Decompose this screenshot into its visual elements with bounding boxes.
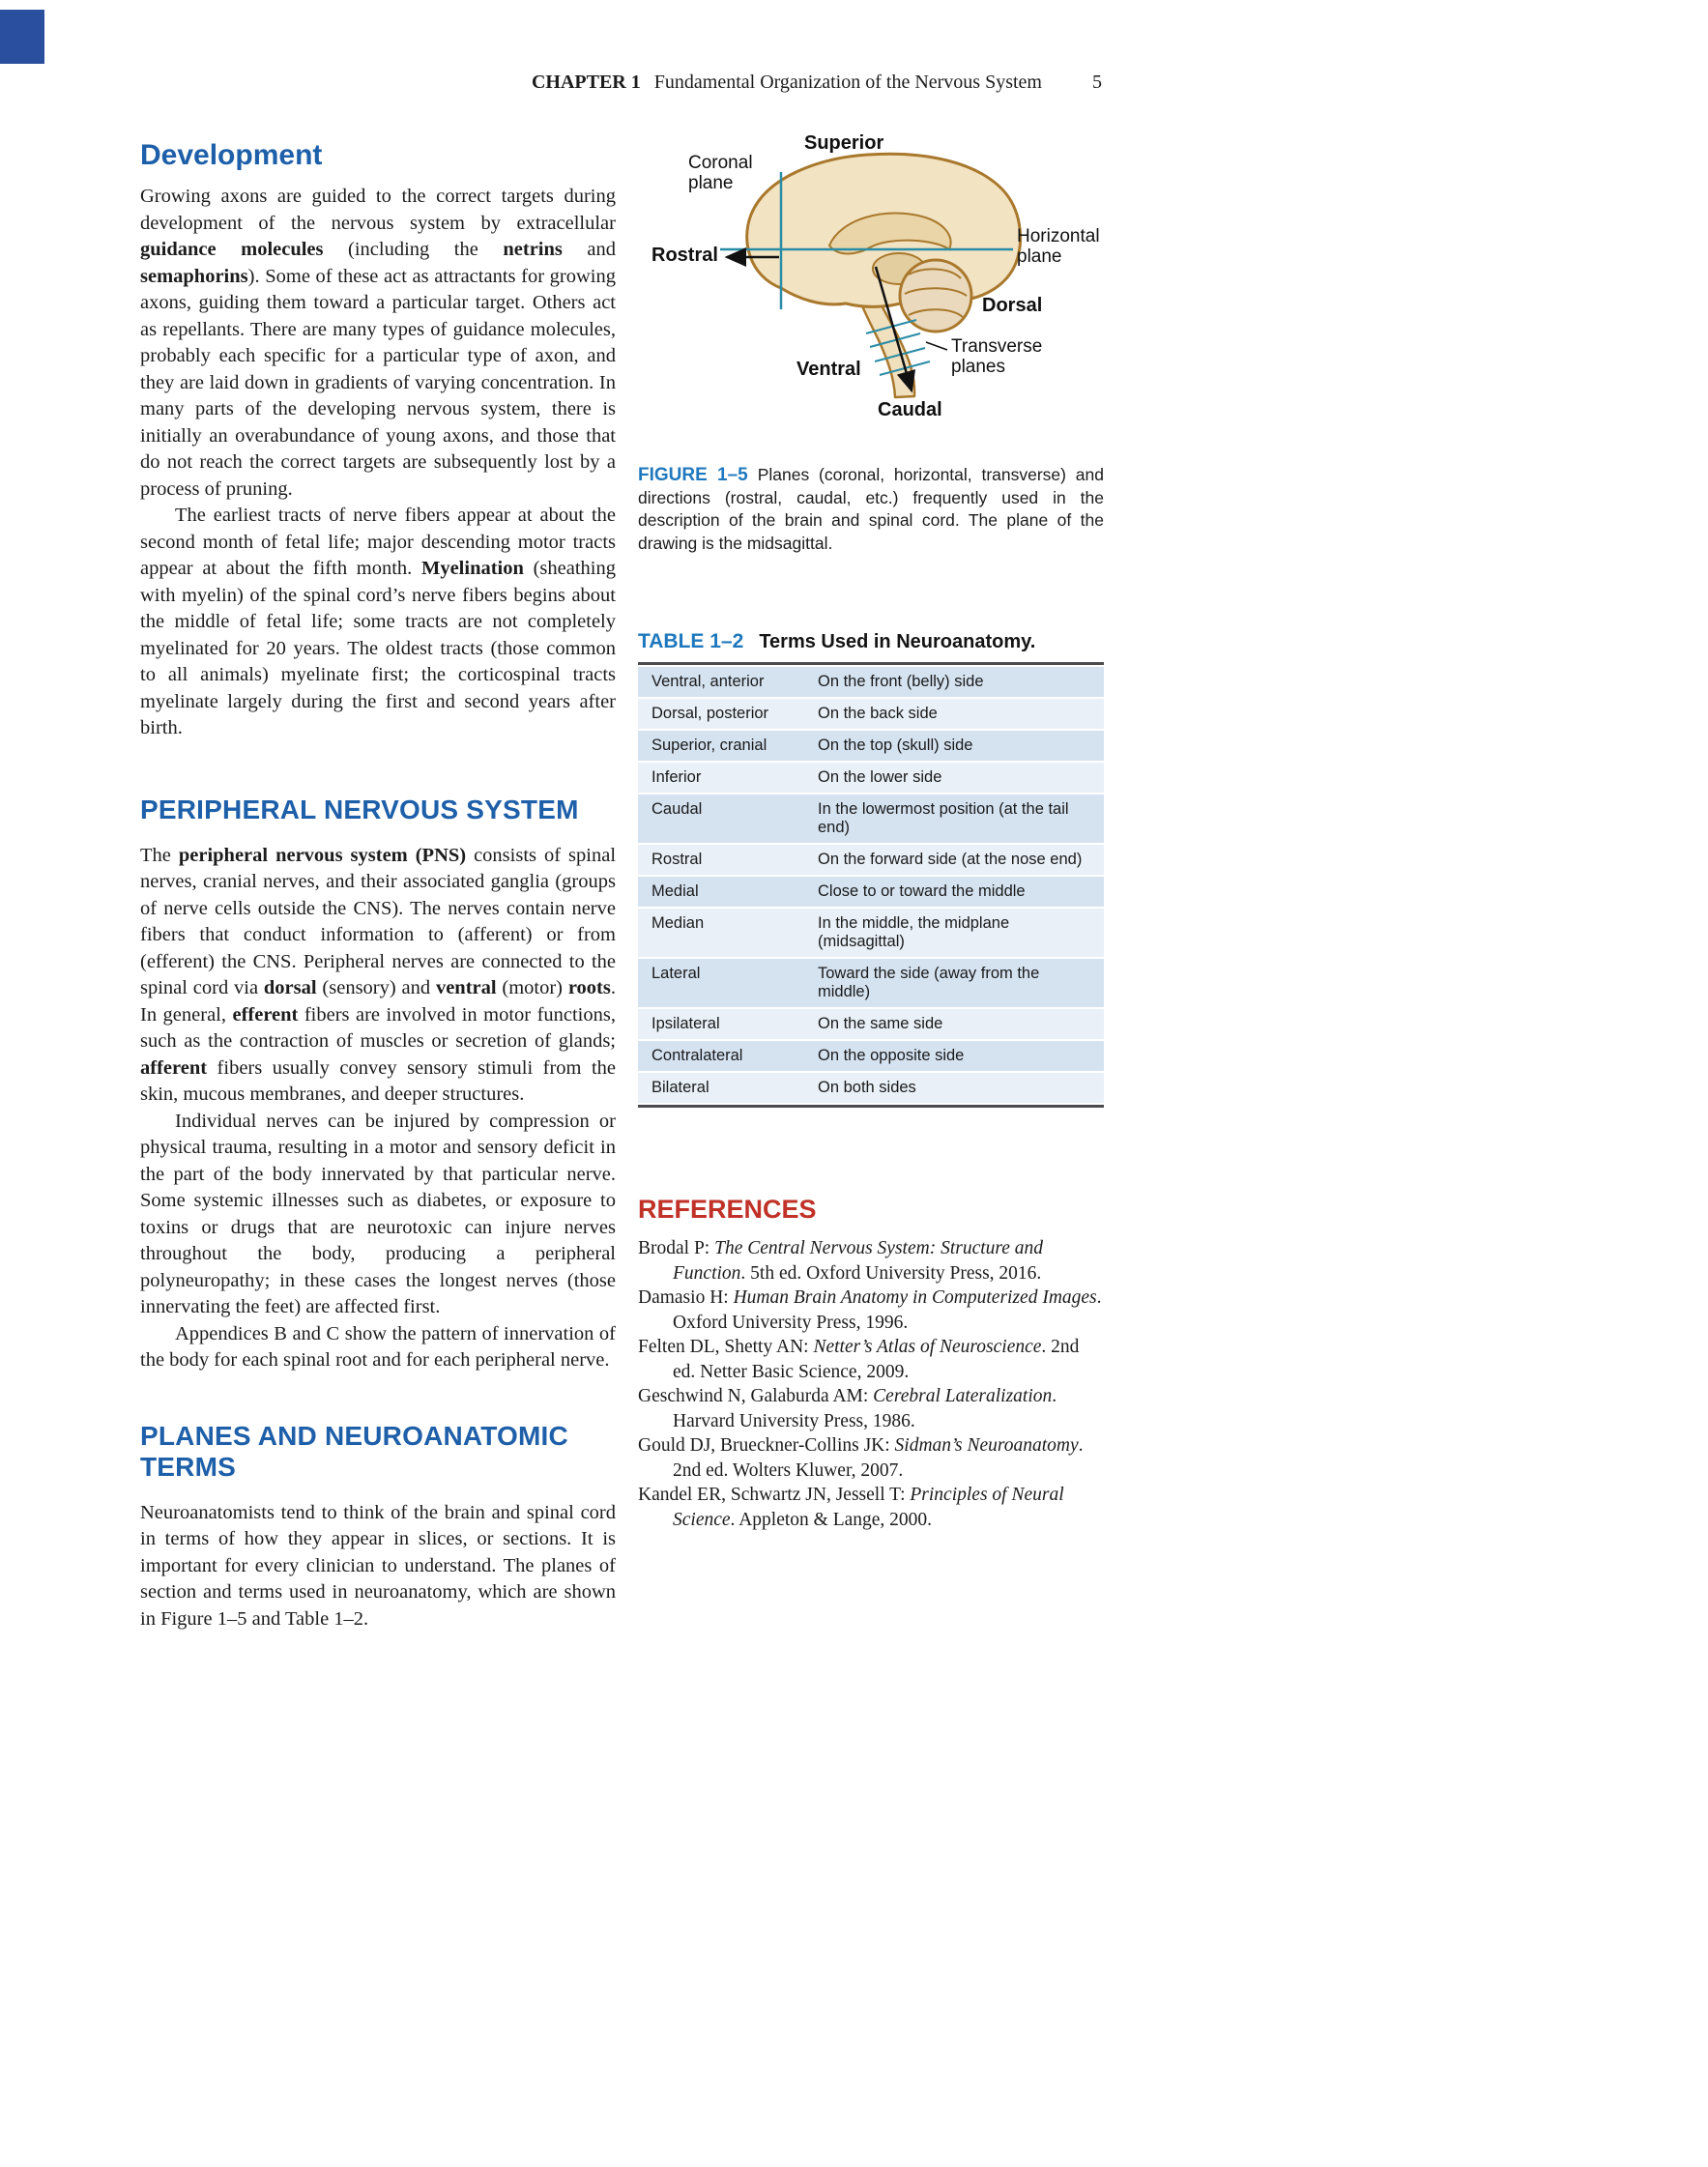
figure-label-caudal: Caudal — [878, 399, 942, 420]
figure-label-coronal-plane: Coronal plane — [688, 153, 753, 193]
text-run: Felten DL, Shetty AN: — [638, 1337, 814, 1357]
text-run: (motor) — [496, 977, 568, 998]
table-row — [638, 699, 1104, 729]
definition-cell: In the middle, the midplane (midsagittal) — [818, 914, 1010, 950]
text-run: Individual nerves can be injured by compression or physical trauma, resulting in a motor and sensory deficit in the part of the body innervated by that particular nerve. Some systemic illnesses such as diabetes, or exposure to toxins or drugs that are neurotoxic can injure nerves throughout the body, producing a peripheral polyneuropathy; in these cases the longest nerves (those innervating the feet) are affected first. — [140, 1110, 616, 1317]
left-column — [140, 133, 616, 1632]
definition-cell: On the forward side (at the nose end) — [818, 851, 1083, 868]
right-column — [638, 133, 1104, 1532]
page-number: 5 — [1092, 72, 1102, 93]
reference-item — [638, 1384, 1104, 1433]
text-run: consists of spinal nerves, cranial nerves, and their associated ganglia (groups of nerve cells outside the CNS). The nerves contain nerve fibers that conduct information to (afferent) or from (efferent) the CNS. Peripheral nerves are connected to the spinal cord via — [140, 844, 617, 998]
definition-cell: Toward the side (away from the middle) — [818, 965, 1040, 1000]
reference-item — [638, 1286, 1104, 1335]
term-cell: Ipsilateral — [651, 1015, 720, 1032]
table-row — [638, 795, 1104, 843]
heading-references: REFERENCES — [638, 1195, 817, 1224]
text-run: and — [562, 239, 616, 260]
definition-cell: On the opposite side — [818, 1047, 965, 1064]
bold-text-run: semaphorins — [140, 265, 248, 287]
definition-cell: On the top (skull) side — [818, 737, 973, 754]
table-row — [638, 763, 1104, 793]
paragraph — [140, 1500, 616, 1633]
heading-peripheral-nervous-system: PERIPHERAL NERVOUS SYSTEM — [140, 794, 579, 824]
bold-text-run: guidance molecules — [140, 239, 324, 260]
text-run: . Harvard University Press, 1986. — [673, 1386, 1057, 1431]
reference-item — [638, 1335, 1104, 1384]
term-cell: Dorsal, posterior — [651, 705, 769, 722]
chapter-number: CHAPTER 1 — [531, 72, 641, 93]
bold-text-run: efferent — [232, 1003, 299, 1026]
definition-cell: On both sides — [818, 1079, 916, 1096]
text-run: The earliest tracts of nerve fibers appear at about the second month of fetal life; major descending motor tracts appear at about the fifth month. — [140, 505, 616, 579]
term-cell: Rostral — [651, 851, 703, 868]
definition-cell: On the back side — [818, 705, 938, 722]
text-run: fibers usually convey sensory stimuli from the skin, mucous membranes, and deeper structures. — [140, 1056, 616, 1105]
table-header — [638, 630, 1104, 665]
term-cell: Medial — [651, 882, 699, 900]
running-header — [140, 72, 1102, 94]
figure-label-dorsal: Dorsal — [982, 295, 1043, 316]
figure-label-ventral: Ventral — [796, 359, 861, 380]
paragraph — [140, 1109, 616, 1321]
text-run: Gould DJ, Brueckner-Collins JK: — [638, 1435, 895, 1456]
definition-cell: On the same side — [818, 1015, 943, 1032]
table-row — [638, 731, 1104, 761]
term-cell: Caudal — [651, 800, 703, 818]
bold-text-run: netrins — [503, 239, 563, 260]
italic-text-run: Netter’s Atlas of Neuroscience — [813, 1337, 1042, 1357]
table-title: Terms Used in Neuroanatomy. — [759, 631, 1036, 652]
text-run: Brodal P: — [638, 1238, 715, 1258]
paragraph — [140, 503, 616, 742]
definition-cell: On the front (belly) side — [818, 673, 984, 690]
text-run: (including the — [323, 239, 504, 260]
section-planes-and-neuroanatomic-terms — [140, 1421, 616, 1633]
text-run: . 5th ed. Oxford University Press, 2016. — [740, 1262, 1042, 1284]
text-run: Growing axons are guided to the correct targets during development of the nervous system by extracellular — [140, 186, 616, 234]
bold-text-run: afferent — [140, 1056, 208, 1079]
text-run: Appendices B and C show the pattern of innervation of the body for each spinal root and for each peripheral nerve. — [140, 1322, 616, 1371]
text-run: ). Some of these act as attractants for growing axons, guiding them toward a particular target. Others act as repellants. There are many types of guidance molecules, probably each specific for a particular type of axon, and they are laid down in gradients of varying concentration. In many parts of the developing nervous system, there is initially an overabundance of young axons, and those that do not reach the correct targets are subsequently lost by a process of pruning. — [140, 265, 616, 500]
definition-cell: On the lower side — [818, 768, 942, 786]
italic-text-run: Human Brain Anatomy in Computerized Images — [733, 1287, 1097, 1308]
term-cell: Inferior — [651, 768, 702, 786]
italic-text-run: Principles of Neural Science — [673, 1485, 1064, 1530]
table-row — [638, 909, 1104, 957]
table-row — [638, 877, 1104, 907]
figure-caption-text: Planes (coronal, horizontal, transverse) and directions (rostral, caudal, etc.) frequently used in the description of the brain and spinal cord. The plane of the drawing is the midsagittal. — [638, 465, 1104, 553]
section-development — [140, 139, 616, 742]
italic-text-run: The Central Nervous System: Structure and Function — [673, 1238, 1044, 1284]
bold-text-run: roots — [567, 977, 611, 998]
bold-text-run: Myelination — [420, 558, 524, 579]
text-run: (sensory) and — [316, 977, 436, 998]
term-cell: Bilateral — [651, 1079, 709, 1096]
text-run: . In general, — [140, 977, 616, 1026]
table-row — [638, 1009, 1104, 1039]
chapter-title: Fundamental Organization of the Nervous System — [653, 72, 1042, 93]
figure-label-superior: Superior — [804, 132, 884, 154]
figure-caption — [638, 464, 1104, 555]
definition-cell: In the lowermost position (at the tail end) — [818, 800, 1069, 836]
table-row — [638, 845, 1104, 875]
table-row — [638, 1073, 1104, 1103]
figure-label-transverse-planes: Transverse planes — [951, 336, 1043, 377]
references-list — [638, 1236, 1104, 1532]
transverse-label-pointer-line — [926, 342, 947, 350]
term-cell: Median — [651, 914, 705, 932]
text-run: Neuroanatomists tend to think of the brain and spinal cord in terms of how they appear in slices, or sections. It is important for every clinician to understand. The planes of section and terms used in neuroanatomy, which are shown in Figure 1–5 and Table 1–2. — [140, 1501, 616, 1630]
table-1-2 — [638, 630, 1104, 1108]
bold-text-run: dorsal — [263, 977, 317, 998]
table-rows — [638, 667, 1104, 1108]
heading-planes-and-neuroanatomic-terms: PLANES AND NEUROANATOMIC TERMS — [140, 1420, 568, 1482]
chapter-corner-tab — [0, 10, 44, 64]
text-run: . 2nd ed. Wolters Kluwer, 2007. — [673, 1435, 1084, 1481]
term-cell: Contralateral — [651, 1047, 743, 1064]
bold-text-run: ventral — [435, 977, 497, 998]
section-peripheral-nervous-system — [140, 795, 616, 1374]
text-run: Geschwind N, Galaburda AM: — [638, 1386, 874, 1406]
paragraph — [140, 184, 616, 503]
definition-cell: Close to or toward the middle — [818, 882, 1026, 900]
table-label: TABLE 1–2 — [638, 630, 744, 652]
table-row — [638, 1041, 1104, 1071]
paragraph — [140, 843, 616, 1109]
reference-item — [638, 1236, 1104, 1286]
paragraph — [140, 1321, 616, 1374]
text-run: . Appleton & Lange, 2000. — [730, 1509, 933, 1530]
heading-development: Development — [140, 139, 323, 171]
reference-item — [638, 1433, 1104, 1483]
text-run: Kandel ER, Schwartz JN, Jessell T: — [638, 1485, 911, 1505]
term-cell: Lateral — [651, 965, 701, 982]
table-row — [638, 959, 1104, 1007]
table-row — [638, 667, 1104, 697]
text-run: Damasio H: — [638, 1287, 734, 1308]
term-cell: Superior, cranial — [651, 737, 767, 754]
bold-text-run: peripheral nervous system (PNS) — [178, 844, 467, 866]
italic-text-run: Sidman’s Neuroanatomy — [894, 1435, 1079, 1456]
reference-item — [638, 1483, 1104, 1532]
term-cell: Ventral, anterior — [651, 673, 765, 690]
text-run: fibers are involved in motor functions, such as the contraction of muscles or secretion of glands; — [140, 1003, 616, 1052]
figure-label-rostral: Rostral — [651, 245, 718, 266]
text-run: . 2nd ed. Netter Basic Science, 2009. — [673, 1337, 1080, 1382]
text-run: . Oxford University Press, 1996. — [673, 1287, 1102, 1333]
figure-1-5 — [638, 133, 1104, 454]
italic-text-run: Cerebral Lateralization — [873, 1386, 1053, 1406]
text-run: The — [140, 844, 179, 866]
text-run: (sheathing with myelin) of the spinal cord’s nerve fibers begins about the middle of fetal life; some tracts are not completely myelinated for 20 years. The oldest tracts (those common to all animals) myelinate first; the corticospinal tracts myelinate largely during the first and second years after birth. — [140, 558, 616, 738]
figure-label-horizontal-plane: Horizontal plane — [1017, 226, 1100, 267]
figure-caption-label: FIGURE 1–5 — [638, 465, 748, 485]
